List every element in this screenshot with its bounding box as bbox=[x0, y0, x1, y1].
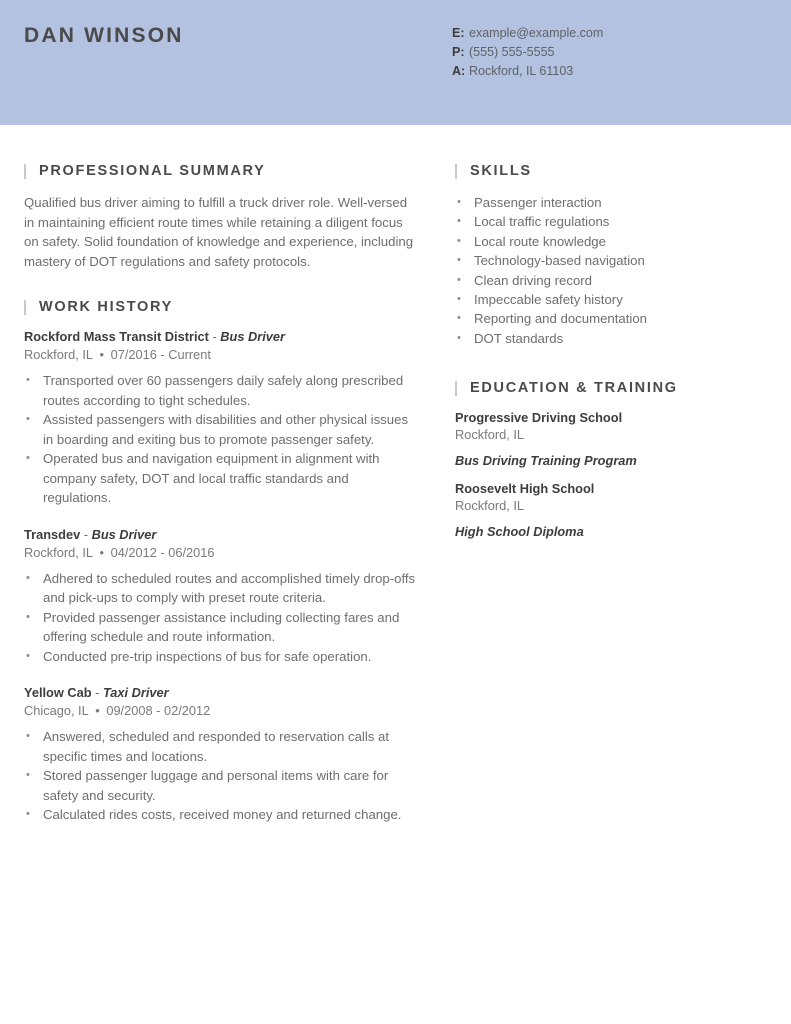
list-item: • Local traffic regulations bbox=[455, 212, 767, 231]
meta-separator-icon: • bbox=[91, 703, 104, 718]
list-item: • Stored passenger luggage and personal items with care for safety and security. bbox=[24, 766, 416, 805]
list-item: • Reporting and documentation bbox=[455, 309, 767, 328]
list-item: • Answered, scheduled and responded to reservation calls at specific times and locations. bbox=[24, 727, 416, 766]
work-history-entry bbox=[24, 685, 416, 825]
list-item: • Calculated rides costs, received money and returned change. bbox=[24, 805, 416, 825]
education-school: Progressive Driving School bbox=[455, 410, 623, 426]
section-heading-work-history bbox=[24, 299, 416, 315]
education-entry bbox=[455, 481, 767, 539]
job-heading bbox=[24, 329, 416, 344]
job-separator: - bbox=[80, 526, 92, 542]
list-item: • Clean driving record bbox=[455, 271, 767, 290]
job-company: Transdev bbox=[24, 526, 81, 542]
contact-value-email: example@example.com bbox=[469, 26, 604, 40]
section-heading-education bbox=[455, 380, 767, 396]
job-bullet-list bbox=[24, 727, 416, 825]
contact-value-phone: (555) 555-5555 bbox=[469, 45, 555, 59]
education-school: Roosevelt High School bbox=[455, 481, 595, 497]
left-column bbox=[24, 163, 416, 844]
education-program: Bus Driving Training Program bbox=[455, 453, 637, 469]
list-item: • Technology-based navigation bbox=[455, 251, 767, 270]
contact-row-address bbox=[452, 64, 603, 78]
work-history-entry bbox=[24, 527, 416, 667]
list-item: • DOT standards bbox=[455, 329, 767, 348]
contact-label-phone: P: bbox=[452, 45, 465, 59]
job-dates: 04/2012 - 06/2016 bbox=[110, 544, 215, 560]
education-location: Rockford, IL bbox=[455, 498, 524, 514]
section-title-text: WORK HISTORY bbox=[39, 299, 173, 315]
job-company: Yellow Cab bbox=[24, 685, 92, 700]
job-meta bbox=[24, 545, 416, 560]
right-column bbox=[455, 163, 767, 552]
contact-row-phone bbox=[452, 45, 603, 59]
job-location: Rockford, IL bbox=[24, 544, 93, 560]
job-role: Taxi Driver bbox=[102, 685, 169, 700]
section-title-text: SKILLS bbox=[470, 163, 532, 179]
list-item: • Adhered to scheduled routes and accomplished timely drop-offs and pick-ups to comply with preset route criteria. bbox=[24, 569, 416, 608]
section-heading-skills bbox=[455, 163, 767, 179]
contact-value-address: Rockford, IL 61103 bbox=[469, 64, 574, 78]
contact-row-email bbox=[452, 26, 603, 40]
job-heading bbox=[24, 685, 416, 700]
meta-separator-icon: • bbox=[96, 347, 108, 362]
list-item: • Conducted pre-trip inspections of bus for safe operation. bbox=[24, 647, 416, 667]
list-item: • Passenger interaction bbox=[455, 193, 767, 212]
section-title-text: PROFESSIONAL SUMMARY bbox=[39, 163, 266, 179]
accent-bar-icon bbox=[24, 164, 26, 179]
skills-list bbox=[455, 193, 767, 348]
accent-bar-icon bbox=[455, 381, 457, 396]
job-meta bbox=[24, 703, 416, 718]
meta-separator-icon: • bbox=[96, 544, 108, 560]
resume-header-band bbox=[0, 0, 791, 125]
contact-label-address: A: bbox=[452, 64, 466, 78]
job-bullet-list bbox=[24, 569, 416, 667]
list-item: • Local route knowledge bbox=[455, 232, 767, 251]
professional-summary-text: Qualified bus driver aiming to fulfill a truck driver role. Well-versed in maintaining efficient route times while retaining a diligent focus on safety. Solid foundation of knowledge and experience, including mastery of DOT regulations and safety protocols. bbox=[24, 195, 414, 269]
education-entry bbox=[455, 410, 767, 468]
list-item: • Assisted passengers with disabilities and other physical issues in boarding and exiting bus to promote passenger safety. bbox=[24, 410, 416, 449]
job-separator: - bbox=[91, 685, 103, 700]
list-item: • Provided passenger assistance including collecting fares and offering schedule and route information. bbox=[24, 608, 416, 647]
job-role: Bus Driver bbox=[220, 329, 286, 344]
job-company: Rockford Mass Transit District bbox=[24, 329, 209, 344]
accent-bar-icon bbox=[24, 300, 26, 315]
work-history-entry bbox=[24, 329, 416, 508]
job-dates: 07/2016 - Current bbox=[110, 347, 211, 362]
job-dates: 09/2008 - 02/2012 bbox=[106, 703, 211, 718]
job-separator: - bbox=[208, 329, 221, 344]
list-item: • Impeccable safety history bbox=[455, 290, 767, 309]
section-heading-professional-summary bbox=[24, 163, 416, 179]
job-meta bbox=[24, 347, 416, 362]
page-title: DAN WINSON bbox=[24, 24, 184, 47]
job-location: Chicago, IL bbox=[24, 703, 89, 718]
contact-label-email: E: bbox=[452, 26, 465, 40]
education-program: High School Diploma bbox=[455, 524, 584, 540]
job-heading bbox=[24, 527, 416, 542]
list-item: • Operated bus and navigation equipment in alignment with company safety, DOT and local traffic standards and regulations. bbox=[24, 449, 416, 508]
list-item: • Transported over 60 passengers daily safely along prescribed routes according to tight schedules. bbox=[24, 371, 416, 410]
accent-bar-icon bbox=[455, 164, 457, 179]
job-location: Rockford, IL bbox=[24, 347, 93, 362]
job-role: Bus Driver bbox=[91, 526, 157, 542]
education-location: Rockford, IL bbox=[455, 427, 524, 443]
section-title-text: EDUCATION & TRAINING bbox=[470, 380, 678, 397]
contact-info-block bbox=[452, 26, 603, 83]
job-bullet-list bbox=[24, 371, 416, 508]
